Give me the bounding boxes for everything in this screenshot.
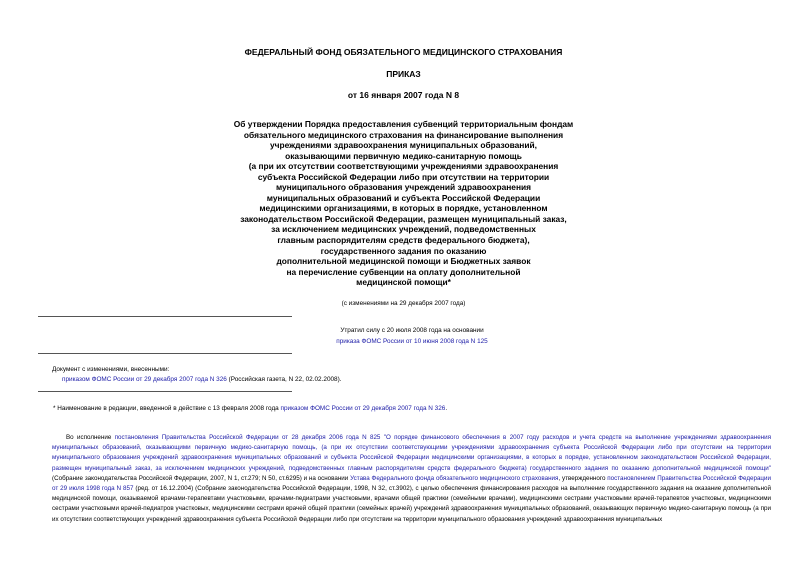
decree-857-link[interactable]: постановлением Правительства Российской Федерации от 29 июля 1998 года N 857: [52, 474, 771, 493]
body-paragraph: Во исполнение постановления Правительства Российской Федерации от 28 декабря 2006 года N 825 "О порядке финансового обеспечения в 2007 году расходов и учета средств на выполнение учреждениями здравоохранения муниципальных образований, оказывающими первичную медико-санитарную помощь, (а при их отсутствии соответствующими учреждениями здравоохранения субъекта Российской Федерации либо при отсутствии на территории муниципального образования учреждений здравоохранения муниципальных образований и субъекта Российской Федерации медицинскими организациями, в которых в порядке, установленном законодательством Российской Федерации, размещен муниципальный заказ, за исключением медицинских учреждений, подведомственных главным распорядителям средств федерального бюджета) государственного задания по оказанию дополнительной медицинской помощи" (Собрание законодательства Российской Федерации, 2007, N 1, ст.279; N 50, ст.6295) и на основании Устава Федерального фонда обязательного медицинского страхования, утвержденного постановлением Правительства Российской Федерации от 29 июля 1998 года N 857 (ред. от 16.12.2004) (Собрание законодательства Российской Федерации, 1998, N 32, ст.3902), с целью обеспечения финансирования расходов на выполнение государственного задания на оказание дополнительной медицинской помощи, оказываемой врачами-терапевтами участковыми, врачами-педиатрами участковыми, врачами общей практики (семейными врачами), медицинскими сестрами участковыми врачей-терапевтов участковых, медицинскими сестрами участковыми врачей-педиатров участковых, медицинскими сестрами врачей общей практики (семейных врачей) учреждений здравоохранения муниципальных образований, оказывающих первичную медико-санитарную помощь (а при их отсутствии соответствующих учреждений здравоохранения субъекта Российской Федерации либо при отсутствии на территории муниципального образования учреждений здравоохранения муниципальных: [52, 434, 771, 523]
title-line: учреждениями здравоохранения муниципальных образований,: [270, 140, 537, 151]
document-title: [0, 119, 807, 288]
divider: [38, 316, 292, 317]
title-line: медицинской помощи*: [356, 277, 451, 288]
title-line: субъекта Российской Федерации либо при отсутствии на территории: [257, 171, 550, 182]
title-line: муниципальных образований и субъекта Российской Федерации: [266, 192, 541, 203]
decree-825-link[interactable]: постановления Правительства Российской Федерации от 28 декабря 2006 года N 825 "О порядке финансового обеспечения в 2007 году расходов и учета средств на выполнение учреждениями здравоохранения муниципальных образований, оказывающими первичную медико-санитарную помощь, (а при их отсутствии соответствующими учреждениями здравоохранения субъекта Российской Федерации либо при отсутствии на территории муниципального образования учреждений здравоохранения муниципальных образований и субъекта Российской Федерации медицинскими организациями, в которых в порядке, установленном законодательством Российской Федерации, размещен муниципальный заказ, за исключением медицинских учреждений, подведомственных главным распорядителям средств федерального бюджета) государственного задания по оказанию дополнительной медицинской помощи": [52, 434, 771, 472]
title-line: законодательством Российской Федерации, размещен муниципальный заказ,: [240, 213, 567, 224]
title-line: оказывающими первичную медико-санитарную помощь: [285, 150, 522, 161]
changes-link[interactable]: приказом ФОМС России от 29 декабря 2007 года N 326: [62, 376, 227, 383]
charter-link[interactable]: Устава Федерального фонда обязательного медицинского страхования: [350, 474, 559, 482]
lost-force-link[interactable]: приказа ФОМС России от 10 июня 2008 года N 125: [336, 338, 488, 345]
title-line: главным распорядителям средств федерального бюджета),: [277, 235, 530, 246]
title-line: (а при их отсутствии соответствующими учреждениями здравоохранения: [248, 161, 559, 172]
divider: [38, 353, 292, 354]
lost-force-text: Утратил силу с 20 июля 2008 года на основании: [340, 327, 484, 334]
title-line: медицинскими организациями, в которых в порядке, установленном: [259, 203, 548, 214]
document-type-heading: ПРИКАЗ: [386, 69, 421, 79]
title-line: на перечисление субвенции на оплату дополнительной: [286, 266, 521, 277]
document-date: от 16 января 2007 года N 8: [347, 90, 460, 100]
divider: [38, 391, 292, 392]
organization-heading: ФЕДЕРАЛЬНЫЙ ФОНД ОБЯЗАТЕЛЬНОГО МЕДИЦИНСКОГО СТРАХОВАНИЯ: [244, 47, 563, 57]
title-line: муниципального образования учреждений здравоохранения: [275, 182, 532, 193]
lost-force-note: [312, 325, 512, 347]
title-line: дополнительной медицинской помощи и Бюджетных заявок: [276, 256, 531, 267]
changes-entry: [52, 375, 342, 385]
amendment-note: (с изменениями на 29 декабря 2007 года): [341, 300, 466, 307]
footnote: * Наименование в редакции, введенной в действие с 13 февраля 2008 года приказом ФОМС России от 29 декабря 2007 года N 326.: [53, 405, 448, 412]
title-line: обязательного медицинского страхования на финансирование выполнения: [243, 129, 564, 140]
title-line: Об утверждении Порядка предоставления субвенций территориальным фондам: [233, 119, 574, 129]
footnote-link[interactable]: приказом ФОМС России от 29 декабря 2007 года N 326: [280, 405, 446, 412]
changes-block: [52, 365, 342, 385]
changes-label: Документ с изменениями, внесенными:: [52, 366, 170, 373]
title-line: за исключением медицинских учреждений, подведомственных: [271, 224, 536, 235]
title-line: государственного задания по оказанию: [320, 245, 487, 256]
changes-source: (Российская газета, N 22, 02.02.2008).: [226, 376, 342, 383]
footnote-text: * Наименование в редакции, введенной в действие с 13 февраля 2008 года: [53, 405, 281, 412]
